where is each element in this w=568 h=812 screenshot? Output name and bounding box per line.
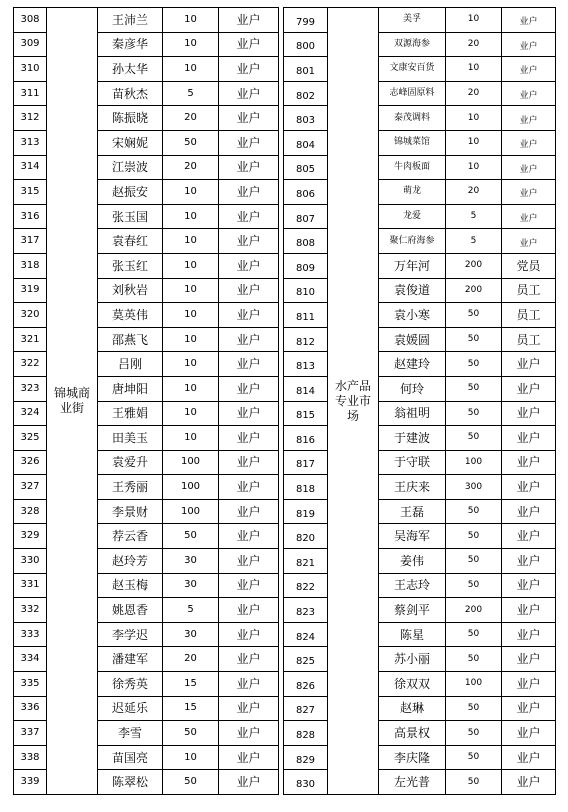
- row-number: 319: [14, 278, 47, 303]
- donor-name: 李雪: [98, 721, 163, 746]
- donor-name: 李庆隆: [379, 745, 446, 770]
- table-row: [284, 647, 556, 672]
- donor-name: 荐云香: [98, 524, 163, 549]
- row-number: 806: [284, 180, 328, 205]
- row-number: 821: [284, 549, 328, 574]
- row-number: 329: [14, 524, 47, 549]
- donor-type: 业户: [219, 401, 279, 426]
- donor-type: 业户: [219, 376, 279, 401]
- row-number: 807: [284, 204, 328, 229]
- donation-amount: 200: [446, 598, 502, 623]
- donor-type: 业户: [502, 106, 556, 131]
- donor-name: 聚仁府海参: [379, 229, 446, 254]
- row-number: 317: [14, 229, 47, 254]
- left-donation-table: [13, 7, 279, 795]
- donor-name: 莫英伟: [98, 303, 163, 328]
- row-number: 311: [14, 81, 47, 106]
- row-number: 818: [284, 475, 328, 500]
- row-number: 324: [14, 401, 47, 426]
- donor-name: 潘建军: [98, 647, 163, 672]
- table-row: [284, 696, 556, 721]
- row-number: 823: [284, 598, 328, 623]
- donor-name: 王雅娟: [98, 401, 163, 426]
- donation-amount: 30: [163, 573, 219, 598]
- table-row: [284, 721, 556, 746]
- row-number: 308: [14, 8, 47, 33]
- table-row: [284, 8, 556, 33]
- donation-amount: 10: [163, 278, 219, 303]
- donation-amount: 10: [163, 327, 219, 352]
- table-row: [284, 81, 556, 106]
- table-row: [284, 573, 556, 598]
- row-number: 316: [14, 204, 47, 229]
- donor-name: 李景财: [98, 499, 163, 524]
- donor-type: 业户: [219, 524, 279, 549]
- donor-name: 王庆来: [379, 475, 446, 500]
- row-number: 309: [14, 32, 47, 57]
- row-number: 312: [14, 106, 47, 131]
- table-row: [284, 278, 556, 303]
- donor-type: 业户: [502, 696, 556, 721]
- donation-amount: 20: [163, 106, 219, 131]
- donation-amount: 10: [446, 155, 502, 180]
- donation-amount: 10: [163, 229, 219, 254]
- donation-amount: 10: [446, 57, 502, 82]
- table-row: [284, 130, 556, 155]
- donor-name: 陈星: [379, 622, 446, 647]
- row-number: 817: [284, 450, 328, 475]
- row-number: 815: [284, 401, 328, 426]
- right-donation-table: [283, 7, 556, 795]
- row-number: 334: [14, 647, 47, 672]
- donor-name: 王志玲: [379, 573, 446, 598]
- row-number: 331: [14, 573, 47, 598]
- donation-amount: 50: [446, 426, 502, 451]
- donor-type: 业户: [502, 745, 556, 770]
- donor-name: 徐秀英: [98, 672, 163, 697]
- donor-name: 文康安百货: [379, 57, 446, 82]
- row-number: 332: [14, 598, 47, 623]
- table-row: [284, 524, 556, 549]
- donor-type: 业户: [502, 426, 556, 451]
- donor-type: 业户: [219, 647, 279, 672]
- table-row: [284, 327, 556, 352]
- donation-amount: 50: [446, 622, 502, 647]
- donation-amount: 200: [446, 278, 502, 303]
- department-label: 水产品专业市场: [328, 8, 379, 795]
- donor-type: 业户: [502, 598, 556, 623]
- donor-type: 业户: [502, 672, 556, 697]
- donor-type: 业户: [219, 130, 279, 155]
- donation-amount: 10: [163, 376, 219, 401]
- donor-name: 田美玉: [98, 426, 163, 451]
- donor-type: 业户: [219, 598, 279, 623]
- donation-amount: 50: [446, 745, 502, 770]
- donor-type: 业户: [502, 57, 556, 82]
- donation-amount: 15: [163, 672, 219, 697]
- row-number: 339: [14, 770, 47, 795]
- table-row: [284, 401, 556, 426]
- row-number: 338: [14, 745, 47, 770]
- donor-name: 赵琳: [379, 696, 446, 721]
- donor-type: 业户: [219, 622, 279, 647]
- row-number: 313: [14, 130, 47, 155]
- donation-amount: 50: [446, 352, 502, 377]
- row-number: 824: [284, 622, 328, 647]
- donation-amount: 50: [446, 770, 502, 795]
- row-number: 802: [284, 81, 328, 106]
- table-row: [284, 549, 556, 574]
- donor-type: 业户: [502, 450, 556, 475]
- donor-type: 业户: [219, 573, 279, 598]
- table-row: [284, 622, 556, 647]
- donation-amount: 50: [446, 647, 502, 672]
- donor-name: 美孚: [379, 8, 446, 33]
- donor-type: 业户: [219, 155, 279, 180]
- row-number: 820: [284, 524, 328, 549]
- donor-type: 业户: [219, 81, 279, 106]
- row-number: 799: [284, 8, 328, 33]
- row-number: 819: [284, 499, 328, 524]
- row-number: 315: [14, 180, 47, 205]
- donation-amount: 5: [163, 598, 219, 623]
- donor-type: 员工: [502, 327, 556, 352]
- donation-amount: 5: [163, 81, 219, 106]
- donor-name: 陈振晓: [98, 106, 163, 131]
- table-row: [284, 32, 556, 57]
- row-number: 803: [284, 106, 328, 131]
- row-number: 805: [284, 155, 328, 180]
- donation-amount: 50: [446, 303, 502, 328]
- donation-amount: 50: [446, 499, 502, 524]
- donor-name: 萌龙: [379, 180, 446, 205]
- donation-amount: 50: [446, 401, 502, 426]
- donor-type: 业户: [219, 303, 279, 328]
- donation-amount: 50: [446, 376, 502, 401]
- row-number: 326: [14, 450, 47, 475]
- row-number: 812: [284, 327, 328, 352]
- table-row: [284, 745, 556, 770]
- row-number: 825: [284, 647, 328, 672]
- donor-name: 王磊: [379, 499, 446, 524]
- donor-name: 锦城菜馆: [379, 130, 446, 155]
- donor-type: 业户: [502, 524, 556, 549]
- donor-name: 李学迟: [98, 622, 163, 647]
- row-number: 335: [14, 672, 47, 697]
- donation-amount: 50: [163, 524, 219, 549]
- donation-amount: 50: [163, 721, 219, 746]
- donor-type: 业户: [502, 8, 556, 33]
- table-row: [284, 352, 556, 377]
- donation-amount: 20: [446, 180, 502, 205]
- donor-type: 业户: [219, 475, 279, 500]
- donor-name: 江崇波: [98, 155, 163, 180]
- donor-type: 党员: [502, 253, 556, 278]
- donor-name: 龙爱: [379, 204, 446, 229]
- donor-name: 翁祖明: [379, 401, 446, 426]
- donation-amount: 100: [163, 499, 219, 524]
- donor-type: 业户: [502, 204, 556, 229]
- row-number: 323: [14, 376, 47, 401]
- donor-name: 志峰固原料: [379, 81, 446, 106]
- donor-type: 业户: [219, 229, 279, 254]
- donor-name: 于守联: [379, 450, 446, 475]
- donation-amount: 100: [163, 450, 219, 475]
- donation-amount: 10: [446, 8, 502, 33]
- donor-type: 业户: [219, 672, 279, 697]
- donor-name: 苗秋杰: [98, 81, 163, 106]
- donation-amount: 5: [446, 204, 502, 229]
- donation-amount: 50: [446, 573, 502, 598]
- table-row: [284, 106, 556, 131]
- donation-amount: 10: [163, 352, 219, 377]
- table-row: [284, 57, 556, 82]
- donation-amount: 100: [446, 450, 502, 475]
- donor-type: 业户: [502, 352, 556, 377]
- table-row: [284, 376, 556, 401]
- donor-name: 泰茂调料: [379, 106, 446, 131]
- donation-amount: 10: [163, 180, 219, 205]
- donor-type: 业户: [219, 770, 279, 795]
- donor-type: 业户: [502, 81, 556, 106]
- donor-type: 业户: [219, 745, 279, 770]
- donor-type: 业户: [502, 622, 556, 647]
- row-number: 330: [14, 549, 47, 574]
- table-row: [284, 253, 556, 278]
- donation-amount: 10: [163, 745, 219, 770]
- donation-amount: 300: [446, 475, 502, 500]
- donor-name: 徐双双: [379, 672, 446, 697]
- donation-amount: 10: [163, 253, 219, 278]
- row-number: 814: [284, 376, 328, 401]
- donor-name: 袁俊道: [379, 278, 446, 303]
- table-row: [284, 475, 556, 500]
- donor-name: 牛肉板面: [379, 155, 446, 180]
- donor-type: 业户: [219, 253, 279, 278]
- row-number: 830: [284, 770, 328, 795]
- donation-amount: 10: [163, 401, 219, 426]
- row-number: 328: [14, 499, 47, 524]
- row-number: 804: [284, 130, 328, 155]
- donor-type: 员工: [502, 303, 556, 328]
- row-number: 318: [14, 253, 47, 278]
- table-row: [284, 155, 556, 180]
- department-label: 锦城商业街: [47, 8, 98, 795]
- donor-name: 王沛兰: [98, 8, 163, 33]
- donation-amount: 20: [163, 155, 219, 180]
- donation-amount: 50: [446, 327, 502, 352]
- donor-name: 姜伟: [379, 549, 446, 574]
- table-row: [284, 598, 556, 623]
- donor-type: 业户: [219, 327, 279, 352]
- row-number: 310: [14, 57, 47, 82]
- donation-amount: 100: [163, 475, 219, 500]
- donation-amount: 20: [446, 81, 502, 106]
- table-row: [284, 426, 556, 451]
- donor-type: 业户: [219, 278, 279, 303]
- donor-type: 业户: [219, 352, 279, 377]
- donor-type: 业户: [219, 499, 279, 524]
- donor-type: 业户: [502, 549, 556, 574]
- donor-name: 陈翠松: [98, 770, 163, 795]
- row-number: 822: [284, 573, 328, 598]
- donor-name: 赵玉梅: [98, 573, 163, 598]
- donor-name: 赵玲芳: [98, 549, 163, 574]
- row-number: 813: [284, 352, 328, 377]
- table-row: [284, 672, 556, 697]
- donor-type: 业户: [502, 180, 556, 205]
- donation-amount: 10: [163, 32, 219, 57]
- donor-type: 业户: [502, 499, 556, 524]
- donor-name: 刘秋岩: [98, 278, 163, 303]
- donor-type: 业户: [502, 130, 556, 155]
- donor-name: 宋娴妮: [98, 130, 163, 155]
- donation-amount: 50: [446, 696, 502, 721]
- row-number: 810: [284, 278, 328, 303]
- donor-name: 于建波: [379, 426, 446, 451]
- row-number: 322: [14, 352, 47, 377]
- row-number: 321: [14, 327, 47, 352]
- donor-type: 业户: [219, 180, 279, 205]
- donor-name: 双源海参: [379, 32, 446, 57]
- table-row: [284, 450, 556, 475]
- donor-name: 蔡剑平: [379, 598, 446, 623]
- donation-amount: 50: [446, 549, 502, 574]
- donor-name: 张玉国: [98, 204, 163, 229]
- donor-name: 苏小丽: [379, 647, 446, 672]
- donor-name: 迟延乐: [98, 696, 163, 721]
- donation-amount: 10: [163, 303, 219, 328]
- donation-amount: 50: [163, 770, 219, 795]
- donation-amount: 30: [163, 549, 219, 574]
- donation-amount: 50: [446, 721, 502, 746]
- row-number: 811: [284, 303, 328, 328]
- donation-amount: 10: [163, 426, 219, 451]
- donation-amount: 15: [163, 696, 219, 721]
- donor-type: 业户: [502, 32, 556, 57]
- row-number: 325: [14, 426, 47, 451]
- donor-type: 业户: [219, 450, 279, 475]
- donor-name: 赵振安: [98, 180, 163, 205]
- donor-name: 孙太华: [98, 57, 163, 82]
- donor-type: 业户: [502, 770, 556, 795]
- row-number: 333: [14, 622, 47, 647]
- donor-type: 业户: [502, 721, 556, 746]
- donor-name: 唐坤阳: [98, 376, 163, 401]
- row-number: 314: [14, 155, 47, 180]
- row-number: 809: [284, 253, 328, 278]
- donor-type: 业户: [502, 647, 556, 672]
- donor-name: 何玲: [379, 376, 446, 401]
- donor-name: 张玉红: [98, 253, 163, 278]
- row-number: 808: [284, 229, 328, 254]
- donation-amount: 50: [446, 524, 502, 549]
- donor-name: 万年河: [379, 253, 446, 278]
- donor-type: 业户: [219, 549, 279, 574]
- donor-name: 苗国亮: [98, 745, 163, 770]
- row-number: 828: [284, 721, 328, 746]
- donation-amount: 10: [163, 57, 219, 82]
- donation-amount: 10: [446, 106, 502, 131]
- row-number: 827: [284, 696, 328, 721]
- donor-name: 秦彦华: [98, 32, 163, 57]
- table-row: [284, 770, 556, 795]
- donation-amount: 10: [163, 8, 219, 33]
- row-number: 816: [284, 426, 328, 451]
- donation-amount: 10: [446, 130, 502, 155]
- donor-name: 王秀丽: [98, 475, 163, 500]
- donor-type: 业户: [219, 32, 279, 57]
- donor-type: 业户: [502, 155, 556, 180]
- donation-amount: 100: [446, 672, 502, 697]
- row-number: 337: [14, 721, 47, 746]
- row-number: 327: [14, 475, 47, 500]
- donor-name: 袁春红: [98, 229, 163, 254]
- donation-amount: 5: [446, 229, 502, 254]
- donation-amount: 50: [163, 130, 219, 155]
- donor-type: 业户: [502, 475, 556, 500]
- donor-name: 袁小寒: [379, 303, 446, 328]
- row-number: 801: [284, 57, 328, 82]
- row-number: 826: [284, 672, 328, 697]
- donor-type: 业户: [219, 106, 279, 131]
- donor-type: 业户: [219, 8, 279, 33]
- donation-amount: 20: [446, 32, 502, 57]
- donor-name: 左光普: [379, 770, 446, 795]
- donor-type: 业户: [502, 376, 556, 401]
- donation-amount: 20: [163, 647, 219, 672]
- donor-type: 业户: [219, 696, 279, 721]
- donor-name: 吴海军: [379, 524, 446, 549]
- donor-name: 高景权: [379, 721, 446, 746]
- table-row: [14, 8, 279, 33]
- donor-name: 姚恩香: [98, 598, 163, 623]
- donation-amount: 200: [446, 253, 502, 278]
- donor-name: 邵燕飞: [98, 327, 163, 352]
- donor-type: 业户: [502, 573, 556, 598]
- table-row: [284, 303, 556, 328]
- row-number: 800: [284, 32, 328, 57]
- donor-name: 赵建玲: [379, 352, 446, 377]
- donor-type: 业户: [219, 721, 279, 746]
- donor-name: 吕刚: [98, 352, 163, 377]
- donor-type: 业户: [219, 426, 279, 451]
- donation-amount: 30: [163, 622, 219, 647]
- table-row: [284, 229, 556, 254]
- row-number: 320: [14, 303, 47, 328]
- table-row: [284, 204, 556, 229]
- table-row: [284, 499, 556, 524]
- donor-type: 业户: [502, 229, 556, 254]
- table-row: [284, 180, 556, 205]
- donor-type: 员工: [502, 278, 556, 303]
- donor-name: 袁爱升: [98, 450, 163, 475]
- row-number: 336: [14, 696, 47, 721]
- donor-type: 业户: [502, 401, 556, 426]
- row-number: 829: [284, 745, 328, 770]
- donor-name: 袁媛圆: [379, 327, 446, 352]
- donation-amount: 10: [163, 204, 219, 229]
- donor-type: 业户: [219, 57, 279, 82]
- donor-type: 业户: [219, 204, 279, 229]
